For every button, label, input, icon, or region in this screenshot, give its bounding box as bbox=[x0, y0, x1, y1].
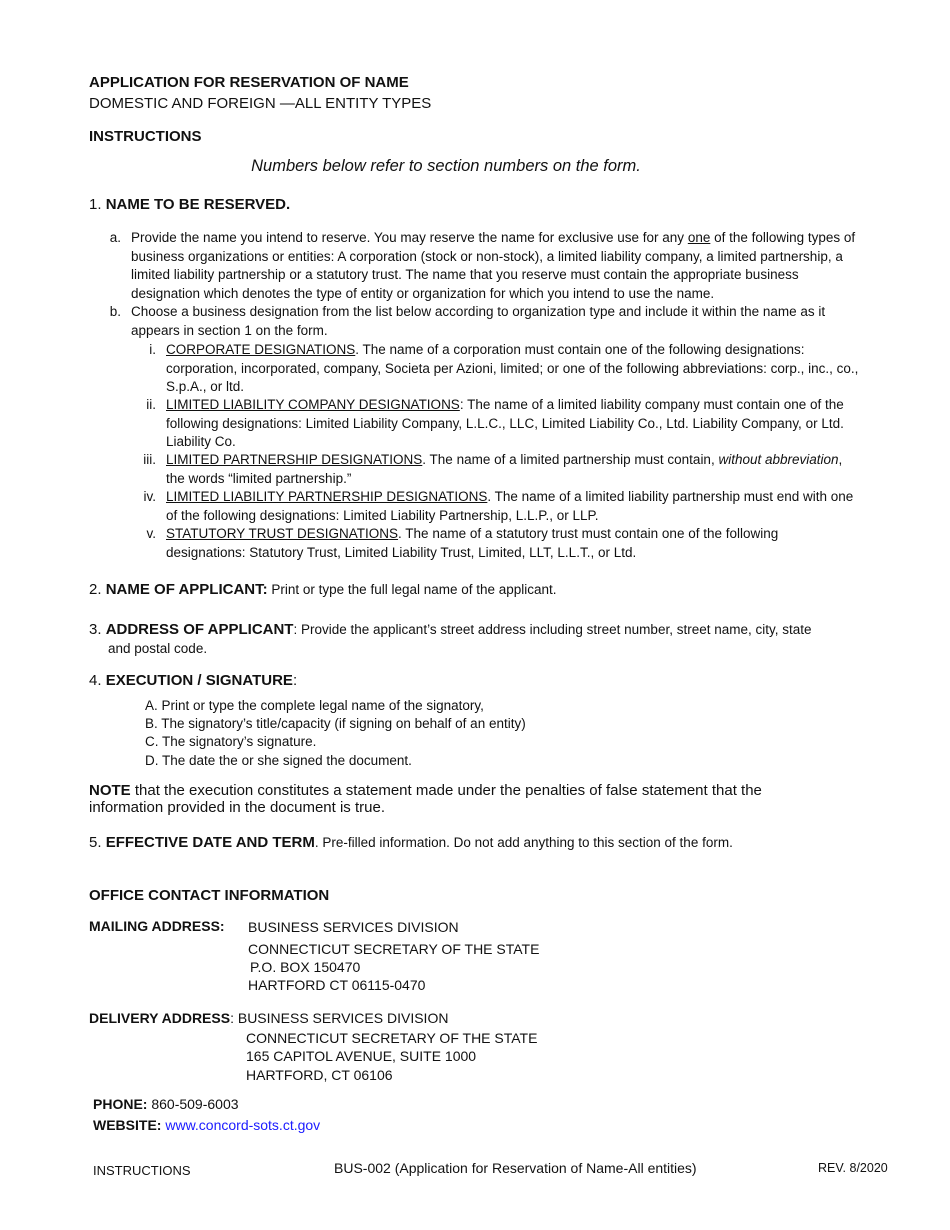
website-link[interactable]: www.concord-sots.ct.gov bbox=[165, 1117, 321, 1133]
mailing-line-2: CONNECTICUT SECRETARY OF THE STATE bbox=[248, 941, 540, 957]
item-b-marker: b. bbox=[109, 304, 121, 319]
website-row bbox=[93, 1117, 320, 1133]
underlined-one: one bbox=[687, 230, 711, 245]
item-a-marker: a. bbox=[109, 230, 121, 245]
office-contact-heading: OFFICE CONTACT INFORMATION bbox=[89, 887, 330, 904]
section-4: 4. EXECUTION / SIGNATURE: bbox=[89, 672, 298, 689]
delivery-address-first-line: DELIVERY ADDRESS: BUSINESS SERVICES DIVISION bbox=[89, 1010, 449, 1026]
designation-i-marker: i. bbox=[149, 342, 156, 357]
section-3: 3. ADDRESS OF APPLICANT: Provide the applicant’s street address including street number, street name, city, state bbox=[89, 621, 812, 638]
section-3-line2: and postal code. bbox=[108, 641, 208, 656]
phone-number: 860-509-6003 bbox=[147, 1096, 239, 1112]
designation-v-marker: v. bbox=[146, 526, 156, 541]
delivery-address-label: DELIVERY ADDRESS bbox=[89, 1010, 231, 1026]
designation-llp: LIMITED LIABILITY PARTNERSHIP DESIGNATIONS. The name of a limited liability partnership must end with one of the following designations: Limited Liability Partnership, L.L.P., or LLP. bbox=[166, 489, 854, 523]
designation-corporate: CORPORATE DESIGNATIONS. The name of a corporation must contain one of the following designations: corporation, incorporated, company, Societa per Azioni, limited; or one of the following abbreviations: corp., inc., co., S.p.A., or ltd. bbox=[166, 342, 859, 394]
section-1-heading bbox=[89, 196, 290, 213]
website-label: WEBSITE: bbox=[93, 1117, 162, 1133]
footer-form-id: BUS-002 (Application for Reservation of Name-All entities) bbox=[334, 1160, 697, 1176]
note-bold: NOTE bbox=[89, 782, 131, 799]
designation-iii-marker: iii. bbox=[143, 452, 156, 467]
page-title: APPLICATION FOR RESERVATION OF NAME bbox=[89, 74, 409, 91]
section-2: 2. NAME OF APPLICANT: Print or type the full legal name of the applicant. bbox=[89, 581, 557, 598]
execution-item-b: B. The signatory’s title/capacity (if signing on behalf of an entity) bbox=[145, 716, 526, 731]
page-subtitle: DOMESTIC AND FOREIGN —ALL ENTITY TYPES bbox=[89, 95, 432, 112]
execution-item-c: C. The signatory’s signature. bbox=[145, 734, 317, 749]
mailing-line-1: BUSINESS SERVICES DIVISION bbox=[248, 919, 459, 935]
designation-ii-marker: ii. bbox=[146, 397, 156, 412]
phone-label: PHONE: bbox=[93, 1096, 148, 1112]
section-reference-note: Numbers below refer to section numbers on the form. bbox=[251, 157, 641, 175]
section-4-title: EXECUTION / SIGNATURE bbox=[105, 672, 293, 689]
footer-left: INSTRUCTIONS bbox=[93, 1163, 191, 1178]
section-3-title: ADDRESS OF APPLICANT bbox=[105, 621, 294, 638]
mailing-line-4: HARTFORD CT 06115-0470 bbox=[248, 977, 426, 993]
footer-revision: REV. 8/2020 bbox=[818, 1161, 888, 1175]
delivery-line-2: CONNECTICUT SECRETARY OF THE STATE bbox=[246, 1030, 538, 1046]
delivery-line-3: 165 CAPITOL AVENUE, SUITE 1000 bbox=[246, 1048, 477, 1064]
section-1-title: NAME TO BE RESERVED. bbox=[105, 196, 291, 213]
designation-statutory-trust: STATUTORY TRUST DESIGNATIONS. The name of a statutory trust must contain one of the following designations: Statutory Trust, Limited Liability Trust, Limited, LLT, L.L.T., or Ltd. bbox=[166, 526, 779, 560]
note-line-1: NOTE that the execution constitutes a statement made under the penalties of false statement that the bbox=[89, 782, 762, 799]
execution-item-a: A. Print or type the complete legal name of the signatory, bbox=[145, 698, 484, 713]
designation-llc: LIMITED LIABILITY COMPANY DESIGNATIONS: The name of a limited liability company must contain one of the following designations: Limited Liability Company, L.L.C., LLC, Limited Liability Co., Ltd. Liability Company, or Ltd. Liability Co. bbox=[166, 397, 844, 449]
section-2-title: NAME OF APPLICANT: bbox=[105, 581, 268, 598]
designation-lp: LIMITED PARTNERSHIP DESIGNATIONS. The name of a limited partnership must contain, without abbreviation, the words “limited partnership.” bbox=[166, 452, 843, 486]
delivery-line-4: HARTFORD, CT 06106 bbox=[246, 1067, 393, 1083]
item-a-text: Provide the name you intend to reserve. You may reserve the name for exclusive use for any one of the following types of business organizations or entities: A corporation (stock or non-stock), a limited liability company, a limited partnership, a limited liability partnership or a statutory trust. The name that you reserve must contain the appropriate business designation which denotes the type of entity or organization for which you intend to use the name. bbox=[131, 230, 856, 301]
execution-item-d: D. The date the or she signed the document. bbox=[145, 753, 412, 768]
instructions-heading: INSTRUCTIONS bbox=[89, 128, 202, 145]
mailing-line-3: P.O. BOX 150470 bbox=[250, 959, 361, 975]
note-line-2: information provided in the document is true. bbox=[89, 799, 385, 816]
section-5: 5. EFFECTIVE DATE AND TERM. Pre-filled information. Do not add anything to this section of the form. bbox=[89, 834, 733, 851]
phone-row bbox=[93, 1096, 239, 1112]
section-5-title: EFFECTIVE DATE AND TERM bbox=[105, 834, 315, 851]
mailing-address-label: MAILING ADDRESS: bbox=[89, 918, 225, 934]
designation-iv-marker: iv. bbox=[143, 489, 156, 504]
item-b-text: Choose a business designation from the list below according to organization type and include it within the name as it appears in section 1 on the form. bbox=[131, 304, 826, 338]
section-1-number: 1. bbox=[89, 196, 102, 213]
